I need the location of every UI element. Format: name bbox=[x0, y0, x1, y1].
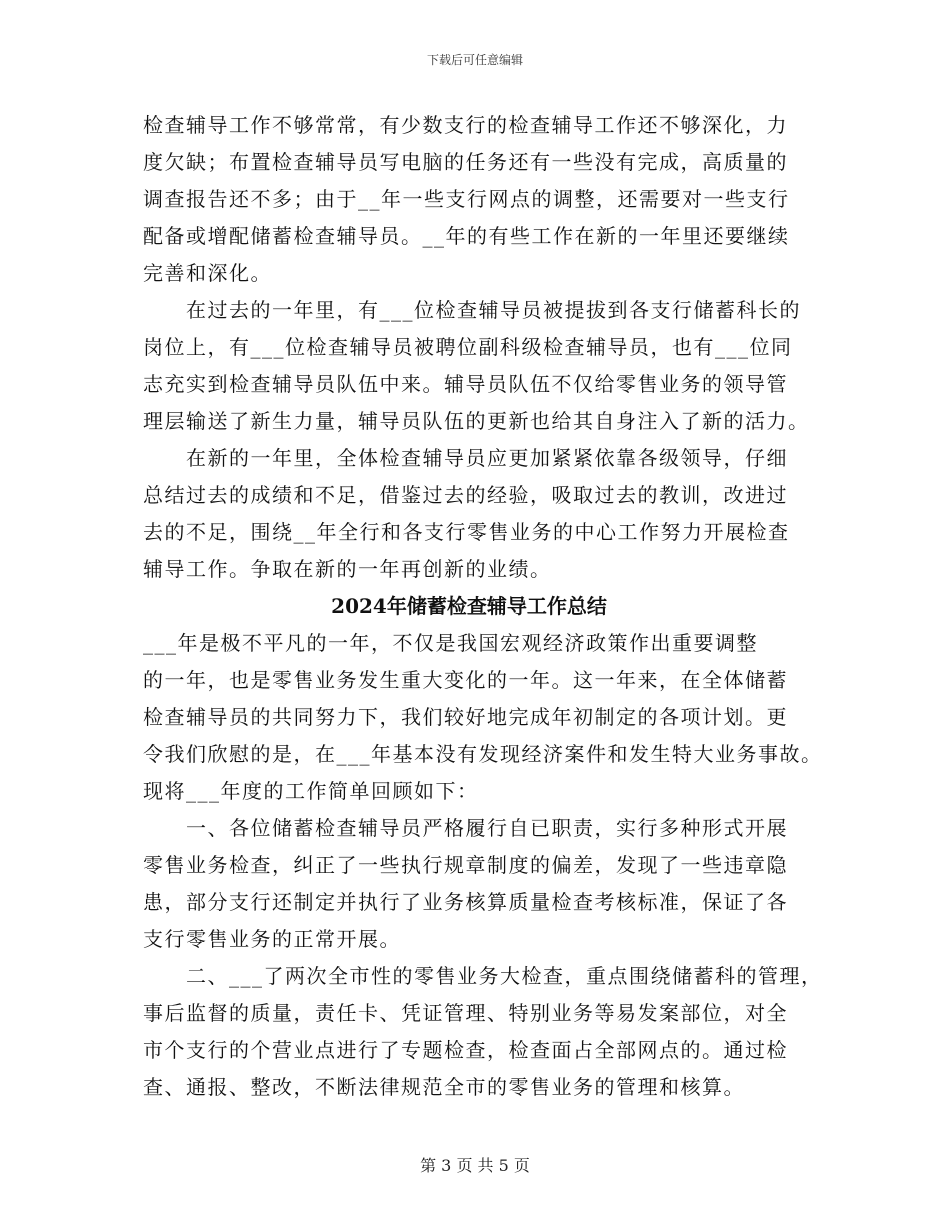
body-line: 在过去的一年里，有___位检查辅导员被提拔到各支行储蓄科长的 bbox=[143, 298, 801, 322]
body-line: 检查辅导工作不够常常，有少数支行的检查辅导工作还不够深化，力 bbox=[143, 113, 788, 137]
section-line: 市个支行的个营业点进行了专题检查，检查面占全部网点的。通过检 bbox=[143, 1038, 788, 1062]
section-line: 事后监督的质量，责任卡、凭证管理、特别业务等易发案部位，对全 bbox=[143, 1001, 788, 1025]
page-footer: 第 3 页 共 5 页 bbox=[420, 1156, 530, 1175]
section-line: 检查辅导员的共同努力下，我们较好地完成年初制定的各项计划。更 bbox=[143, 705, 788, 729]
section-line: 一、各位储蓄检查辅导员严格履行自已职责，实行多种形式开展 bbox=[143, 816, 788, 840]
page-header: 下载后可任意编辑 bbox=[426, 53, 523, 67]
section-line: 二、___了两次全市性的零售业务大检查，重点围绕储蓄科的管理， bbox=[143, 964, 823, 988]
body-line: 调查报告还不多；由于__年一些支行网点的调整，还需要对一些支行 bbox=[143, 187, 790, 211]
body-line: 完善和深化。 bbox=[143, 261, 272, 285]
body-line: 理层输送了新生力量，辅导员队伍的更新也给其自身注入了新的活力。 bbox=[143, 409, 810, 433]
body-line: 志充实到检查辅导员队伍中来。辅导员队伍不仅给零售业务的领导管 bbox=[143, 372, 788, 396]
section-title: 2024年储蓄检查辅导工作总结 bbox=[331, 594, 607, 618]
section-line: 查、通报、整改，不断法律规范全市的零售业务的管理和核算。 bbox=[143, 1075, 745, 1099]
section-line: 患，部分支行还制定并执行了业务核算质量检查考核标准，保证了各 bbox=[143, 890, 788, 914]
section-line: 的一年，也是零售业务发生重大变化的一年。这一年来，在全体储蓄 bbox=[143, 668, 788, 692]
body-line: 去的不足，围绕__年全行和各支行零售业务的中心工作努力开展检查 bbox=[143, 520, 790, 544]
document-body bbox=[143, 107, 823, 1106]
body-line: 岗位上，有___位检查辅导员被聘位副科级检查辅导员，也有___位同 bbox=[143, 335, 793, 359]
section-line: 支行零售业务的正常开展。 bbox=[143, 927, 401, 951]
body-line: 度欠缺；布置检查辅导员写电脑的任务还有一些没有完成，高质量的 bbox=[143, 150, 788, 174]
body-line: 总结过去的成绩和不足，借鉴过去的经验，吸取过去的教训，改进过 bbox=[143, 483, 788, 507]
body-line: 配备或增配储蓄检查辅导员。__年的有些工作在新的一年里还要继续 bbox=[143, 224, 790, 248]
body-line: 在新的一年里，全体检查辅导员应更加紧紧依靠各级领导，仔细 bbox=[143, 446, 788, 470]
section-line: ___年是极不平凡的一年，不仅是我国宏观经济政策作出重要调整 bbox=[143, 631, 758, 655]
section-line: 令我们欣慰的是，在___年基本没有发现经济案件和发生特大业务事故。 bbox=[143, 742, 823, 766]
body-line: 辅导工作。争取在新的一年再创新的业绩。 bbox=[143, 557, 552, 581]
section-line: 零售业务检查，纠正了一些执行规章制度的偏差，发现了一些违章隐 bbox=[143, 853, 788, 877]
section-line: 现将___年度的工作简单回顾如下： bbox=[143, 779, 479, 803]
